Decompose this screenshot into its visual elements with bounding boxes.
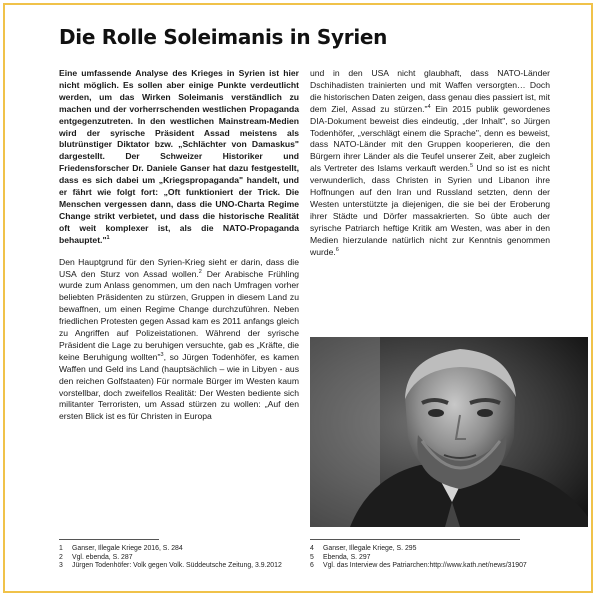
footnote-item [59, 562, 299, 571]
body-text: Der Arabische Frühling wurde zum Anlass genommen, um den nach Umfragen vorher beliebten Präsidenten zu stürzen, Gruppen in diesem Land zu bewaffnen, um einen Regime Change durchzuführen. Neben friedlichen Protesten gegen Assad kam es 2011 anfangs gleich zu Angriffen auf Polizeistationen. Während der syrische Präsident die Lage zu beruhigen versuchte, gab es „Kräfte, die keine Beruhigung wollten" [59, 268, 299, 362]
body-paragraph [310, 68, 550, 259]
footnote-number: 1 [59, 545, 63, 552]
footnote-ref: 6 [335, 246, 339, 253]
footnote-item [59, 545, 299, 554]
body-text: , so Jürgen Todenhöfer, es kamen Waffen und Geld ins Land (hauptsächlich – wie in Libyen - aus den reichen Golfstaaten) Für normale Bürger im Westen kaum vorstellbar, doch zweifellos Realität: Der Westen bediente sich militanter Terroristen, um Assad stürzen zu wollen: „Auf den ersten Blick ist es für Christen in Europa [59, 351, 299, 422]
portrait-photo [310, 337, 588, 527]
footnote-number: 2 [59, 553, 63, 561]
right-column [310, 68, 550, 269]
footnote-divider [310, 539, 520, 540]
footnote-item [310, 545, 580, 554]
left-column [59, 68, 299, 433]
footnote-ref: 3 [160, 351, 164, 358]
footnote-ref: 1 [106, 234, 110, 241]
body-text: und in den USA nicht glaubhaft, dass NATO-Länder Dschihadisten trainierten und mit Waffen versorgten… Doch die historischen Daten zeigen, dass genau dies passiert ist, mit dem Ziel, Assad zu stürzen." [310, 68, 550, 114]
footnote-number: 3 [59, 562, 63, 570]
footnote-ref: 2 [198, 268, 202, 275]
footnote-divider [59, 539, 159, 540]
footnote-text: Vgl. das Interview des Patriarchen:http://www.kath.net/news/31907 [323, 562, 527, 570]
footnote-item [310, 554, 580, 563]
footnote-text: Jürgen Todenhöfer: Volk gegen Volk. Süddeutsche Zeitung, 3.9.2012 [72, 562, 282, 570]
body-text: Und so ist es nicht verwunderlich, dass Christen in Syrien und Libanon ihre Hoffnungen auf den Iran und Russland setzten, denn der Westen unterstützte ja diejenigen, die sie bei der Eroberung ihrer Städte und Dörfer massakrierten. So übte auch der syrische Patriarch heftige Kritik am Westen, was aber in den Medien hierzulande natürlich nicht zur Kenntnis genommen wurde. [310, 163, 550, 257]
footnote-number: 5 [310, 553, 314, 561]
footnote-number: 6 [310, 562, 314, 570]
intro-text: Eine umfassende Analyse des Krieges in Syrien ist hier nicht möglich. Es sollen aber einige Punkte verdeutlicht werden, um das Wirken Soleimanis verständlich zu machen und der vorherrschenden westlichen Propaganda entgegenzutreten. In den westlichen Mainstream-Medien wird der syrische Präsident Assad meistens als blutrünstiger Diktator bzw. „Schlächter von Damaskus" dargestellt. Der Schweizer Historiker und Friedensforscher Dr. Daniele Ganser hat dazu festgestellt, dass es sich dabei um „Kriegspropaganda" handelt, und er fährt wie folgt fort: „Oft funktioniert der Trick. Die Menschen vergessen dann, dass die UNO-Charta Regime Change strikt verbietet, und dass die historische Realität oft weit komplexer ist, als die NATO-Propaganda behauptet." [59, 68, 299, 245]
intro-paragraph [59, 68, 299, 247]
body-text: Den Hauptgrund für den Syrien-Krieg sieht er darin, dass die USA den Sturz von Assad wollen. [59, 256, 299, 279]
footnotes-right [310, 545, 580, 571]
footnote-text: Ganser, Illegale Kriege 2016, S. 284 [72, 545, 183, 552]
page-frame [3, 3, 593, 593]
footnote-ref: 5 [470, 163, 474, 170]
body-text: Ein 2015 publik gewordenes DIA-Dokument beweist dies eindeutig, „der Inhalt", so Jürgen Todenhöfer, „verschlägt einem die Sprache", denn es beweist, dass NATO-Länder mit den Gruppen kooperieren, die den Bürgern ihrer Länder als die Teufel unserer Zeit, aber zugleich als Vertreter des Islams verkauft werden. [310, 103, 550, 174]
footnote-item [59, 554, 299, 563]
footnote-ref: 4 [427, 103, 431, 110]
footnote-text: Ebenda, S. 297 [323, 553, 371, 561]
footnote-number: 4 [310, 545, 314, 552]
body-paragraph [59, 257, 299, 424]
page-title: Die Rolle Soleimanis in Syrien [59, 25, 388, 49]
footnotes-left [59, 545, 299, 571]
footnote-item [310, 562, 580, 571]
footnote-text: Ganser, Illegale Kriege, S. 295 [323, 545, 417, 552]
footnote-text: Vgl. ebenda, S. 287 [72, 553, 133, 561]
